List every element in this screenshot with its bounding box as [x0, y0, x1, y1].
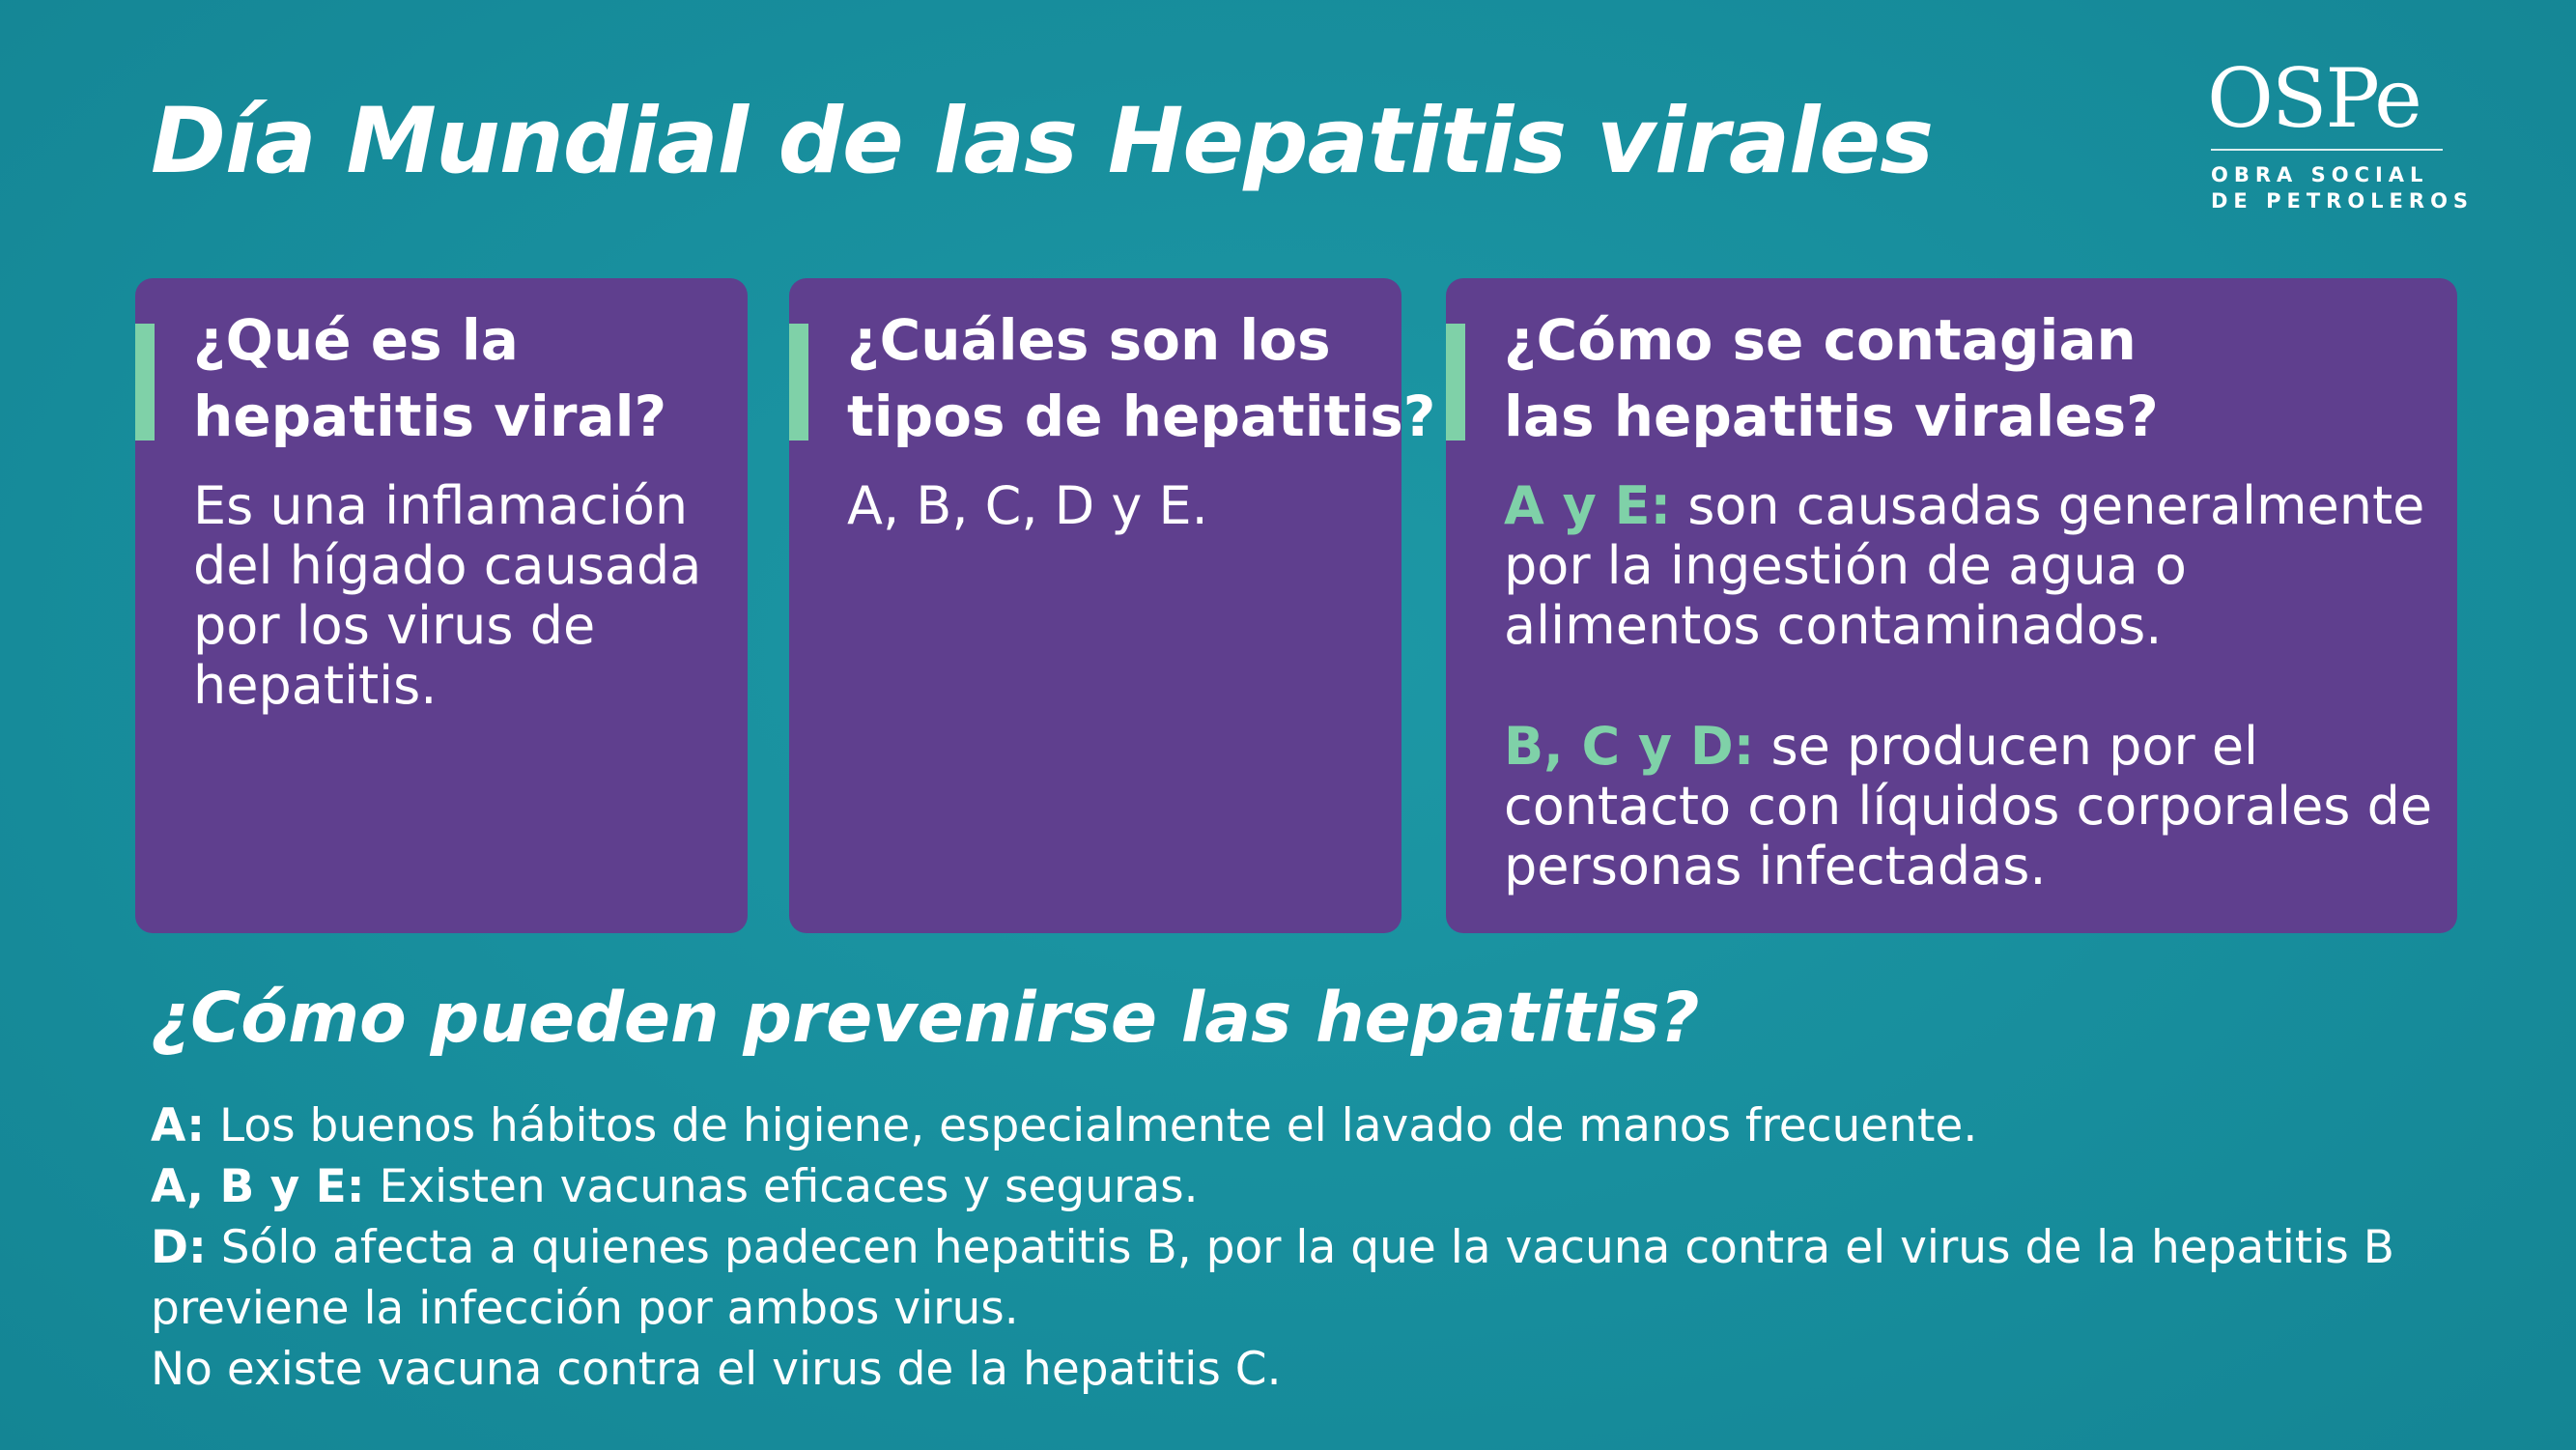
- prevention-item: [151, 1095, 2469, 1156]
- transmission-text: se producen por el contacto con líquidos corporales de personas infectadas.: [1504, 716, 2433, 896]
- card-heading-line1: ¿Cuáles son los: [847, 307, 1331, 373]
- transmission-item-ae: [1504, 476, 2438, 656]
- card-transmission: [1446, 278, 2457, 933]
- logo-subtitle-line1: OBRA SOCIAL: [2211, 163, 2429, 186]
- card-heading-line1: ¿Cómo se contagian: [1504, 307, 2137, 373]
- prevention-item: [151, 1217, 2469, 1339]
- prevention-note: No existe vacuna contra el virus de la hepatitis C.: [151, 1343, 1282, 1396]
- prevention-item: [151, 1156, 2469, 1217]
- card-heading: [847, 302, 1436, 455]
- card-heading-line2: las hepatitis virales?: [1504, 384, 2159, 449]
- transmission-item-bcd: [1504, 717, 2438, 896]
- card-what-is-hepatitis: [135, 278, 748, 933]
- card-heading-line2: hepatitis viral?: [193, 384, 667, 449]
- ospe-logo: [2207, 51, 2475, 214]
- card-accent-bar: [135, 324, 155, 441]
- prevention-text: Sólo afecta a quienes padecen hepatitis B, por la que la vacuna contra el virus de la hepatitis B previene la infección por ambos virus.: [151, 1221, 2394, 1335]
- logo-subtitle-line2: DE PETROLEROS: [2211, 189, 2475, 213]
- prevention-label: A, B y E:: [151, 1160, 365, 1213]
- logo-divider: [2211, 149, 2443, 151]
- transmission-text: son causadas generalmente por la ingestión de agua o alimentos contaminados.: [1504, 475, 2425, 656]
- logo-mark: OSPe: [2207, 51, 2420, 146]
- prevention-label: D:: [151, 1221, 207, 1274]
- transmission-label: B, C y D:: [1504, 716, 1755, 777]
- card-accent-bar: [1446, 324, 1465, 441]
- transmission-label: A y E:: [1504, 475, 1672, 536]
- card-body-text: Es una inflamación del hígado causada por los virus de hepatitis.: [193, 475, 702, 716]
- card-body-text: A, B, C, D y E.: [847, 475, 1208, 536]
- card-heading-line1: ¿Qué es la: [193, 307, 519, 373]
- card-body: [847, 476, 1382, 536]
- card-heading: [1504, 302, 2438, 455]
- prevention-title: ¿Cómo pueden prevenirse las hepatitis?: [151, 978, 1700, 1058]
- card-heading-line2: tipos de hepatitis?: [847, 384, 1436, 449]
- card-hepatitis-types: [789, 278, 1436, 933]
- prevention-text: Los buenos hábitos de higiene, especialmente el lavado de manos frecuente.: [219, 1099, 1978, 1152]
- card-body: [193, 476, 728, 716]
- card-body: [1504, 476, 2438, 896]
- prevention-list: [151, 1095, 2469, 1400]
- card-accent-bar: [789, 324, 808, 441]
- prevention-text: Existen vacunas eficaces y seguras.: [379, 1160, 1199, 1213]
- prevention-label: A:: [151, 1099, 206, 1152]
- page-title: Día Mundial de las Hepatitis virales: [151, 89, 1934, 194]
- card-heading: [193, 302, 728, 455]
